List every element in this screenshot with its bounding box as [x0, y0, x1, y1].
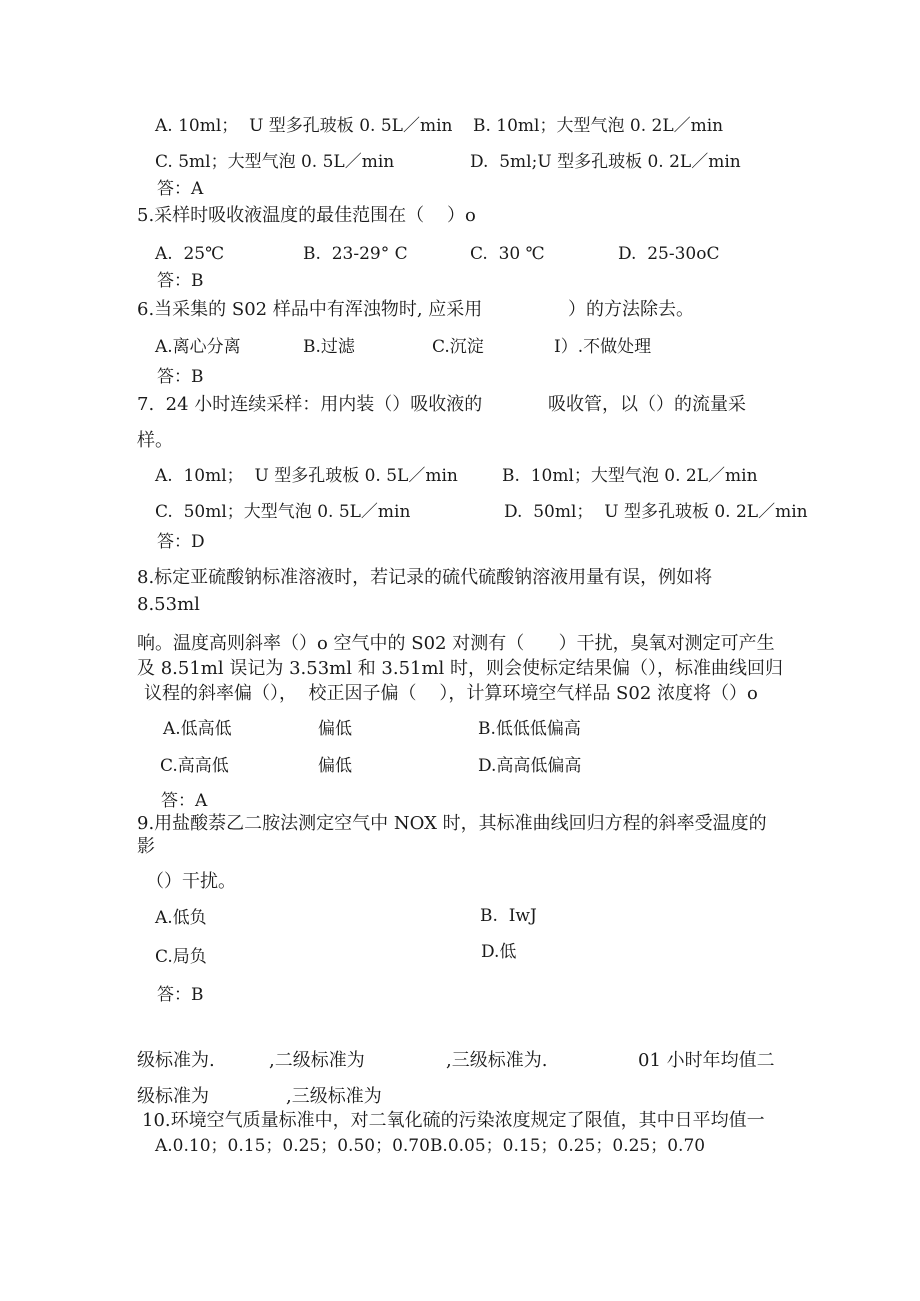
q10-line-b-2: ,三级标准为	[286, 1086, 382, 1107]
q7-option-d: D. 50ml； U 型多孔玻板 0. 2L／min	[504, 502, 808, 522]
q6-option-d: I）.不做处理	[554, 337, 652, 357]
q7-answer: 答：D	[157, 532, 205, 552]
q5-option-c: C. 30 ℃	[470, 244, 545, 264]
q5-option-b: B. 23-29° C	[303, 244, 408, 264]
q8-option-d: D.高高低偏高	[478, 756, 582, 776]
q4-option-b: B. 10ml；大型气泡 0. 2L／min	[473, 116, 724, 136]
q8-option-c: C.高高低	[160, 756, 229, 776]
q8-option-b: B.低低低偏高	[478, 719, 581, 739]
q8-stem-e: 议程的斜率偏（）， 校正因子偏（ ），计算环境空气样品 S02 浓度将（）o	[144, 683, 758, 704]
q8-answer: 答：A	[161, 791, 208, 811]
q7-option-c: C. 50ml；大型气泡 0. 5L／min	[155, 502, 411, 522]
q5-option-d: D. 25-30oC	[618, 244, 720, 264]
q8-stem-a: 8.标定亚硫酸钠标准溶液时，若记录的硫代硫酸钠溶液用量有误，例如将	[137, 567, 713, 588]
q6-option-b: B.过滤	[303, 337, 355, 357]
q6-stem-end: ）的方法除去。	[568, 299, 694, 320]
q6-option-c: C.沉淀	[432, 337, 484, 357]
q9-answer: 答：B	[157, 985, 204, 1005]
q9-option-c: C.局负	[155, 947, 207, 967]
q4-option-a: A. 10ml； U 型多孔玻板 0. 5L／min	[155, 116, 453, 136]
q10-options: A.0.10；0.15；0.25；0.50；0.70B.0.05；0.15；0.25；0.25；0.70	[155, 1136, 706, 1156]
q4-option-c: C. 5ml；大型气泡 0. 5L／min	[155, 152, 395, 172]
q6-stem: 6.当采集的 S02 样品中有浑浊物时, 应采用	[137, 299, 483, 320]
q9-option-d: D.低	[481, 942, 517, 962]
q10-line-a-1: 级标准为.	[137, 1050, 215, 1071]
q10-line-a-2: ,二级标准为	[269, 1050, 365, 1071]
q5-stem: 5.采样时吸收液温度的最佳范围在（ ）o	[137, 205, 476, 226]
q9-stem-b: 影	[137, 836, 155, 857]
q10-stem: 10.环境空气质量标准中，对二氧化硫的污染浓度规定了限值，其中日平均值一	[142, 1110, 765, 1131]
q9-option-a: A.低负	[155, 908, 207, 928]
q8-option-c-suffix: 偏低	[318, 756, 352, 776]
q7-stem-b: 吸收管，以（）的流量采	[548, 394, 746, 415]
q8-stem-c: 响。温度高则斜率（）o 空气中的 S02 对测有（ ）干扰，臭氧对测定可产生	[137, 633, 775, 654]
q10-line-b-1: 级标准为	[137, 1086, 209, 1107]
q8-stem-b: 8.53ml	[137, 594, 200, 615]
q7-stem-a: 7. 24 小时连续采样：用内装（）吸收液的	[137, 394, 483, 415]
q4-answer: 答：A	[157, 179, 204, 199]
q4-option-d: D. 5ml;U 型多孔玻板 0. 2L／min	[470, 152, 741, 172]
q7-option-a: A. 10ml； U 型多孔玻板 0. 5L／min	[155, 466, 458, 486]
q10-line-a-3: ,三级标准为.	[446, 1050, 548, 1071]
q7-stem-c: 样。	[137, 430, 173, 451]
q8-stem-d: 及 8.51ml 误记为 3.53ml 和 3.51ml 时，则会使标定结果偏（），标准曲线回归	[137, 658, 784, 679]
q6-option-a: A.离心分离	[155, 337, 241, 357]
q8-option-a-suffix: 偏低	[318, 719, 352, 739]
q9-stem-a: 9.用盐酸萘乙二胺法测定空气中 NOX 时，其标准曲线回归方程的斜率受温度的	[137, 813, 767, 834]
q5-answer: 答：B	[157, 271, 204, 291]
q9-option-b: B. IwJ	[480, 906, 537, 926]
q7-option-b: B. 10ml；大型气泡 0. 2L／min	[502, 466, 758, 486]
q8-option-a: A.低高低	[163, 719, 232, 739]
q9-stem-c: （）干扰。	[146, 871, 236, 892]
q5-option-a: A. 25℃	[155, 244, 225, 264]
q10-line-a-4: 01 小时年均值二	[638, 1050, 775, 1071]
q6-answer: 答：B	[157, 367, 204, 387]
